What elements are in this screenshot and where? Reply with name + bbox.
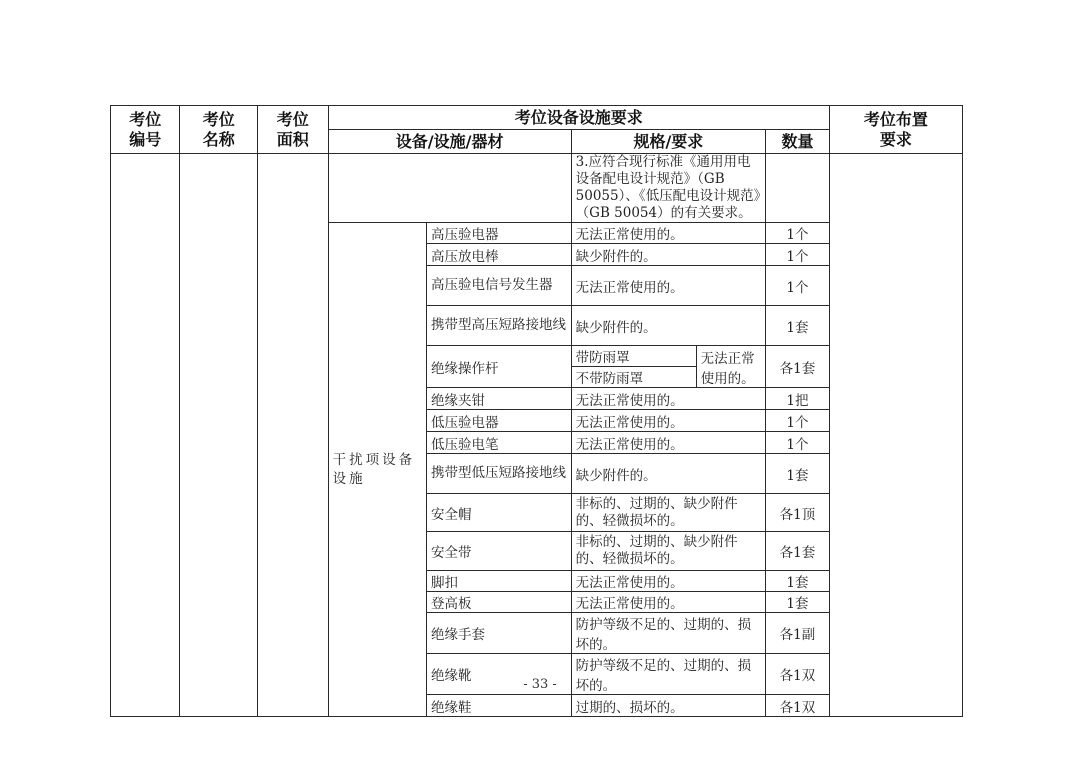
item-name: 绝缘操作杆 <box>426 346 571 388</box>
item-name: 携带型高压短路接地线 <box>426 306 571 346</box>
item-spec: 缺少附件的。 <box>571 306 765 346</box>
item-spec: 非标的、过期的、缺少附件的、轻微损坏的。 <box>571 494 765 532</box>
item-qty: 各1套 <box>766 346 830 388</box>
item-name: 高压验电器 <box>426 223 571 244</box>
header-layout: 考位布置 要求 <box>829 106 962 154</box>
item-name: 登高板 <box>426 592 571 613</box>
item-spec: 无法正常使用的。 <box>571 223 765 244</box>
item-name: 低压验电器 <box>426 410 571 432</box>
item-sub-without-cover: 不带防雨罩 <box>571 367 696 388</box>
header-exam-name: 考位 名称 <box>180 106 258 154</box>
item-name: 安全帽 <box>426 494 571 532</box>
item-name: 绝缘鞋 <box>426 695 571 717</box>
item-spec: 过期的、损坏的。 <box>571 695 765 717</box>
item-spec: 缺少附件的。 <box>571 454 765 494</box>
item-qty: 各1双 <box>766 654 830 695</box>
item-spec: 无法正常使用的。 <box>571 571 765 592</box>
item-qty: 各1顶 <box>766 494 830 532</box>
header-exam-area: 考位 面积 <box>257 106 328 154</box>
top-row-spec: 3.应符合现行标准《通用用电设备配电设计规范》（GB 50055）、《低压配电设计规范》（GB 50054）的有关要求。 <box>571 154 765 223</box>
cell-top-qty <box>766 154 830 223</box>
item-sub-with-cover: 带防雨罩 <box>571 346 696 367</box>
item-spec: 无法正常使用的。 <box>696 346 765 388</box>
item-qty: 1套 <box>766 592 830 613</box>
header-equipment: 设备/设施/器材 <box>328 130 571 154</box>
item-spec: 非标的、过期的、缺少附件的、轻微损坏的。 <box>571 532 765 571</box>
item-name: 绝缘手套 <box>426 613 571 654</box>
item-name: 低压验电笔 <box>426 432 571 454</box>
item-spec: 无法正常使用的。 <box>571 388 765 410</box>
category-label: 干扰项设备设施 <box>328 223 426 717</box>
item-name: 高压验电信号发生器 <box>426 266 571 306</box>
cell-top-equipment <box>328 154 571 223</box>
item-name: 绝缘靴 <box>426 654 571 695</box>
item-name: 携带型低压短路接地线 <box>426 454 571 494</box>
header-spec: 规格/要求 <box>571 130 765 154</box>
cell-exam-no <box>111 154 180 717</box>
item-name: 安全带 <box>426 532 571 571</box>
item-qty: 各1副 <box>766 613 830 654</box>
item-qty: 1个 <box>766 266 830 306</box>
item-spec: 无法正常使用的。 <box>571 432 765 454</box>
item-name: 脚扣 <box>426 571 571 592</box>
item-qty: 1个 <box>766 223 830 244</box>
item-qty: 1把 <box>766 388 830 410</box>
header-requirements: 考位设备设施要求 <box>328 106 829 130</box>
item-name: 绝缘夹钳 <box>426 388 571 410</box>
item-qty: 1套 <box>766 306 830 346</box>
item-qty: 各1套 <box>766 532 830 571</box>
item-qty: 1个 <box>766 410 830 432</box>
item-spec: 缺少附件的。 <box>571 244 765 266</box>
item-name: 高压放电棒 <box>426 244 571 266</box>
item-qty: 1套 <box>766 454 830 494</box>
item-qty: 1个 <box>766 244 830 266</box>
item-qty: 1套 <box>766 571 830 592</box>
item-spec: 防护等级不足的、过期的、损坏的。 <box>571 613 765 654</box>
page-number: - 33 - <box>523 677 557 692</box>
item-spec: 无法正常使用的。 <box>571 266 765 306</box>
item-spec: 防护等级不足的、过期的、损坏的。 <box>571 654 765 695</box>
header-exam-no: 考位 编号 <box>111 106 180 154</box>
cell-exam-name <box>180 154 258 717</box>
item-spec: 无法正常使用的。 <box>571 592 765 613</box>
cell-exam-area <box>257 154 328 717</box>
item-qty: 各1双 <box>766 695 830 717</box>
cell-layout <box>829 154 962 717</box>
header-quantity: 数量 <box>766 130 830 154</box>
requirements-table <box>110 105 963 717</box>
item-spec: 无法正常使用的。 <box>571 410 765 432</box>
item-qty: 1个 <box>766 432 830 454</box>
